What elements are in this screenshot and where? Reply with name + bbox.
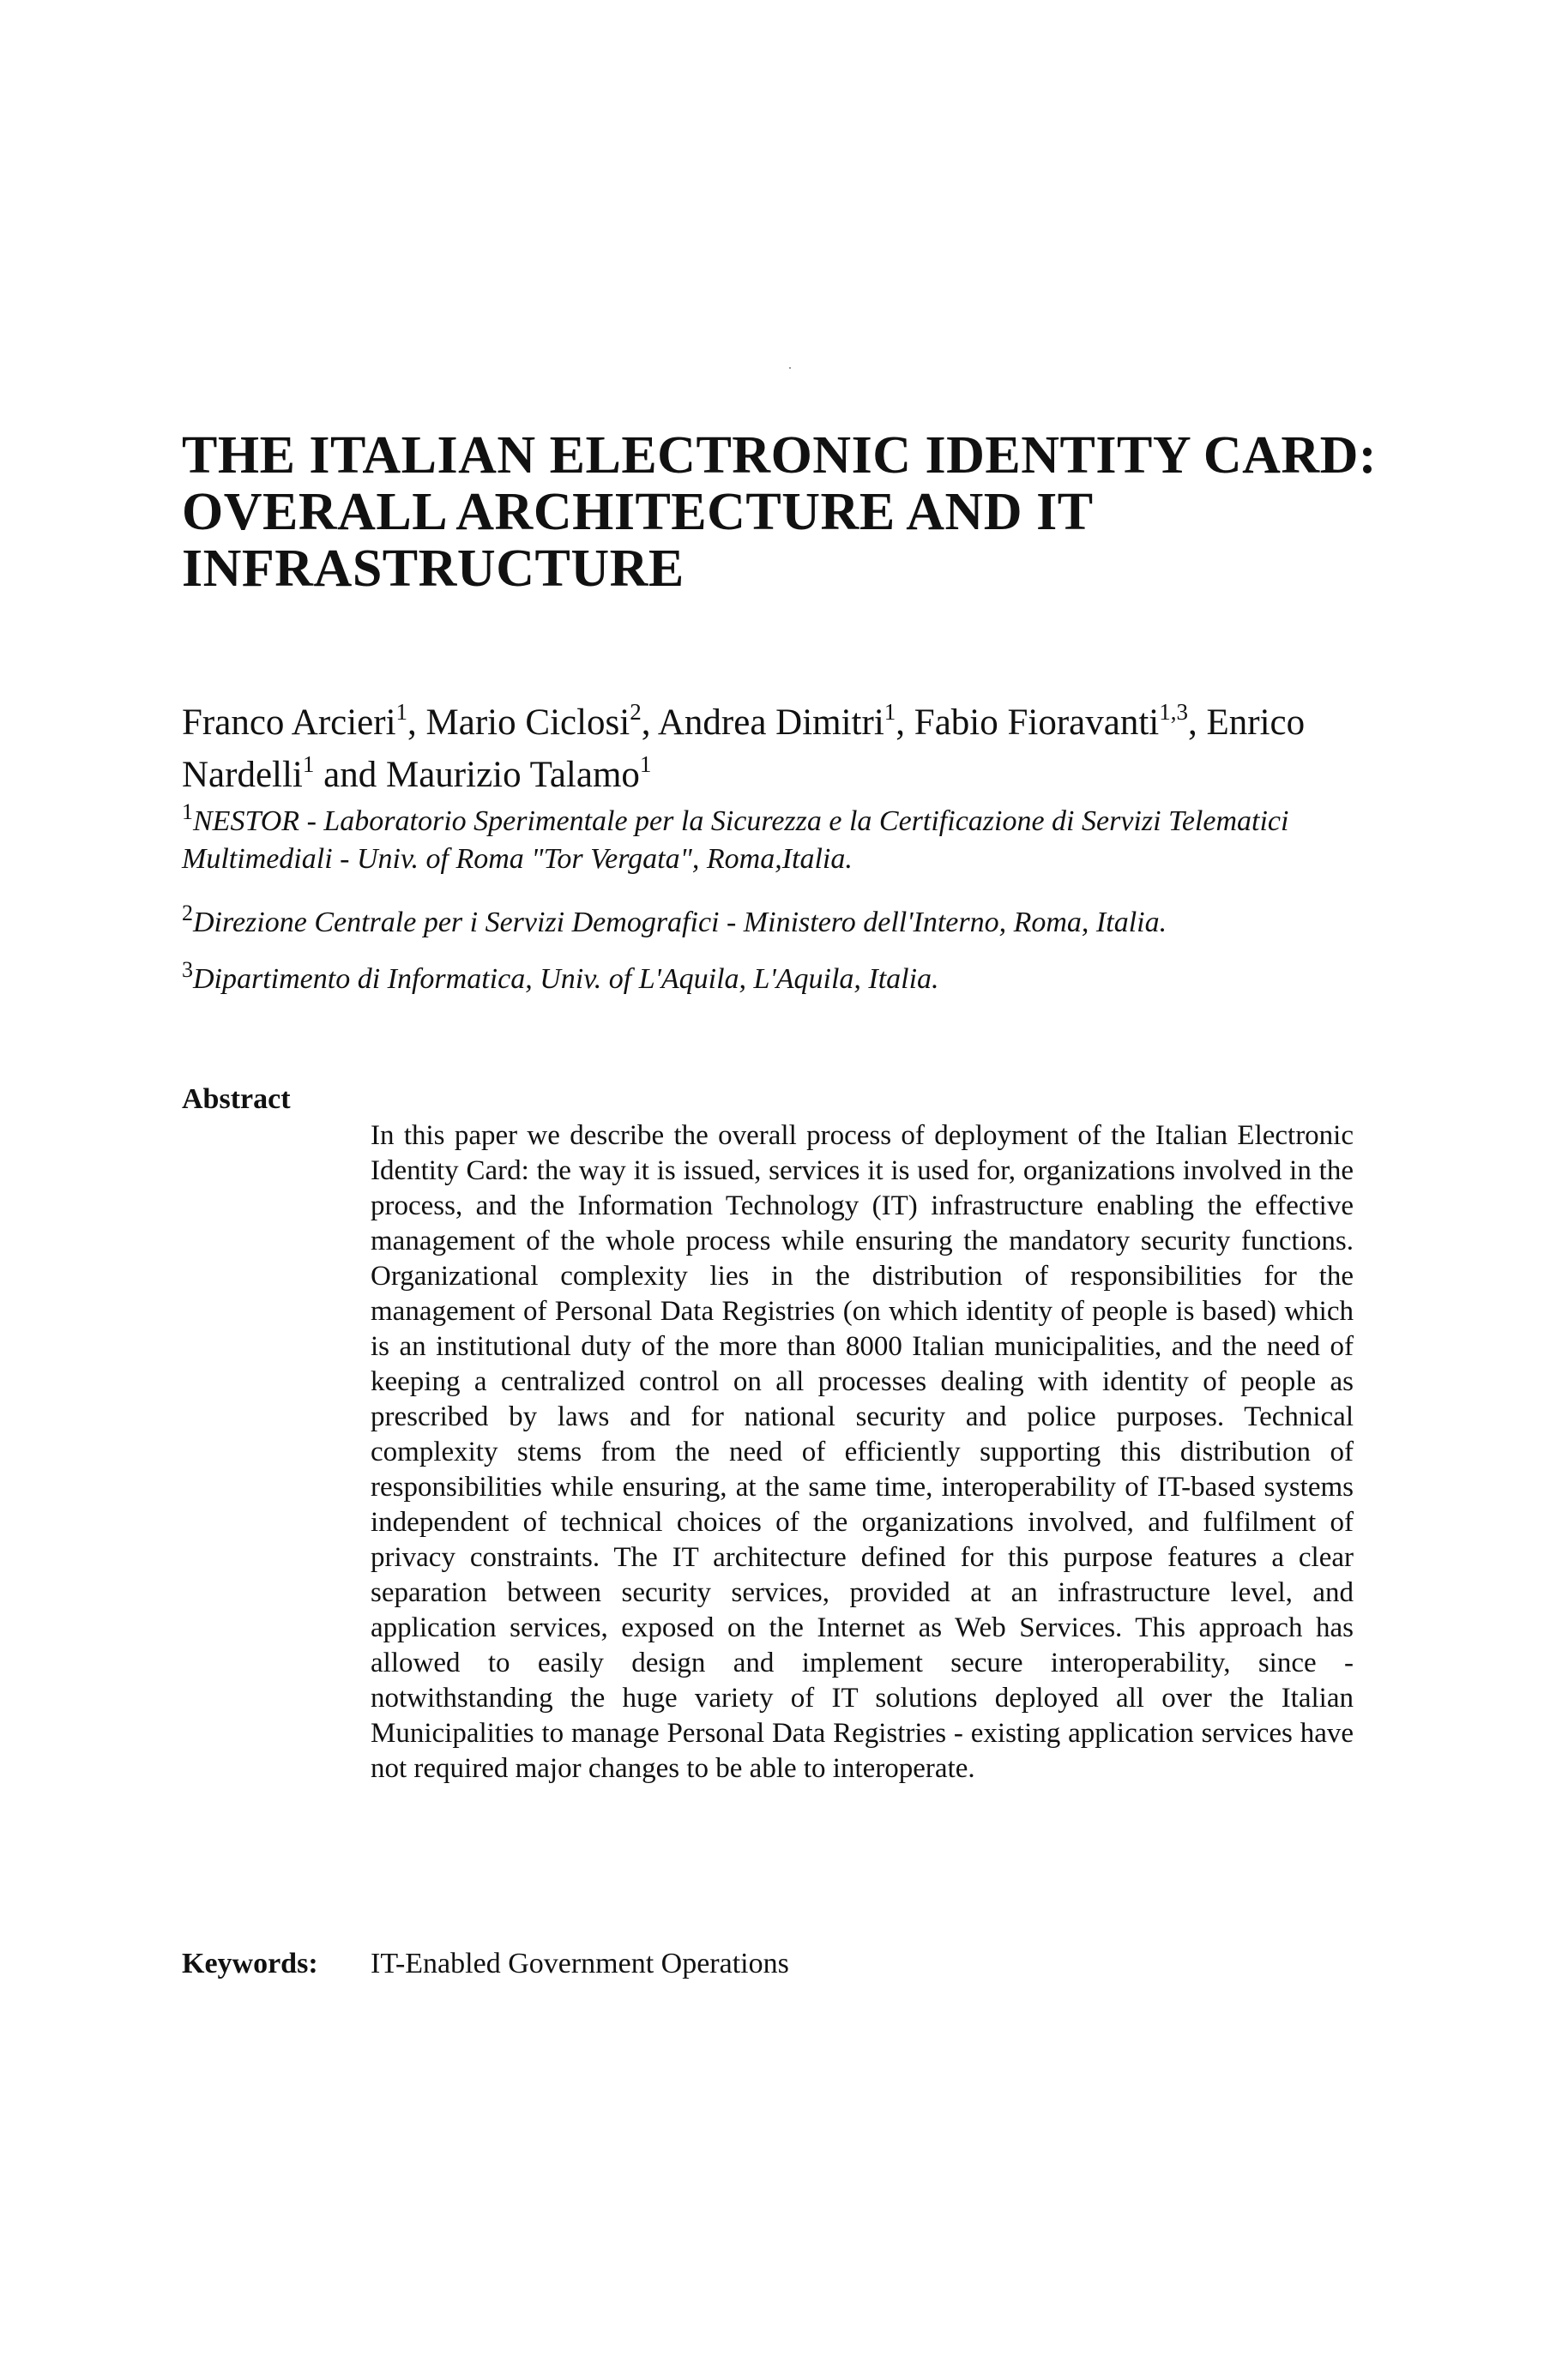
abstract-heading: Abstract [182,1083,291,1115]
author-name: Enrico Nardelli [182,702,1306,795]
affiliation-text: Direzione Centrale per i Servizi Demografici - Ministero dell'Interno, Roma, Italia. [193,907,1167,938]
author-name: Andrea Dimitri [657,702,884,743]
author-separator: , [641,702,658,743]
author-affiliation-mark: 2 [630,699,642,725]
affiliation-mark: 1 [182,799,193,824]
author-name: Mario Ciclosi [425,702,630,743]
affiliation-text: NESTOR - Laboratorio Sperimentale per la Sicurezza e la Certificazione di Servizi Telematici Multimediali - Univ. of Roma "Tor Vergata", Roma,Italia. [182,805,1289,875]
author-name: Franco Arcieri [182,702,396,743]
author-separator: and [314,755,386,795]
author-affiliation-mark: 1 [302,751,315,777]
title-line: INFRASTRUCTURE [182,539,685,598]
author-list [182,696,1383,801]
keywords-value: IT-Enabled Government Operations [371,1948,789,1979]
affiliation-mark: 3 [182,957,193,982]
author-affiliation-mark: 1 [639,751,652,777]
scan-speck [789,367,791,369]
author-separator: , [407,702,426,743]
author-separator: , [1187,702,1207,743]
affiliation-1 [182,799,1400,878]
keywords-label: Keywords: [182,1948,318,1979]
affiliation-3 [182,957,1400,998]
author-affiliation-mark: 1 [395,699,408,725]
affiliation-mark: 2 [182,901,193,925]
title-line: OVERALL ARCHITECTURE AND IT [182,483,1094,541]
author-separator: , [896,702,914,743]
author-affiliation-mark: 1,3 [1159,699,1188,725]
affiliation-text: Dipartimento di Informatica, Univ. of L'Aquila, L'Aquila, Italia. [193,963,939,995]
abstract-body: In this paper we describe the overall process of deployment of the Italian Electronic Identity Card: the way it is issued, services it is used for, organizations involved in the process, and the Information Technology (IT) infrastructure enabling the effective management of the whole process while ensuring the mandatory security functions. Organizational complexity lies in the distribution of responsibilities for the management of Personal Data Registries (on which identity of people is based) which is an institutional duty of the more than 8000 Italian municipalities, and the need of keeping a centralized control on all processes dealing with identity of people as prescribed by laws and for national security and police purposes. Technical complexity stems from the need of efficiently supporting this distribution of responsibilities while ensuring, at the same time, interoperability of IT-based systems independent of technical choices of the organizations involved, and fulfilment of privacy constraints. The IT architecture defined for this purpose features a clear separation between security services, provided at an infrastructure level, and application services, exposed on the Internet as Web Services. This approach has allowed to easily design and implement secure interoperability, since - notwithstanding the huge variety of IT solutions deployed all over the Italian Municipalities to manage Personal Data Registries - existing application services have not required major changes to be able to interoperate. [371,1120,1354,1784]
author-name: Fabio Fioravanti [914,702,1160,743]
author-name: Maurizio Talamo [385,755,640,795]
affiliation-2 [182,901,1400,942]
author-affiliation-mark: 1 [884,699,896,725]
title-line: THE ITALIAN ELECTRONIC IDENTITY CARD: [182,426,1378,485]
paper-title [182,427,1434,597]
